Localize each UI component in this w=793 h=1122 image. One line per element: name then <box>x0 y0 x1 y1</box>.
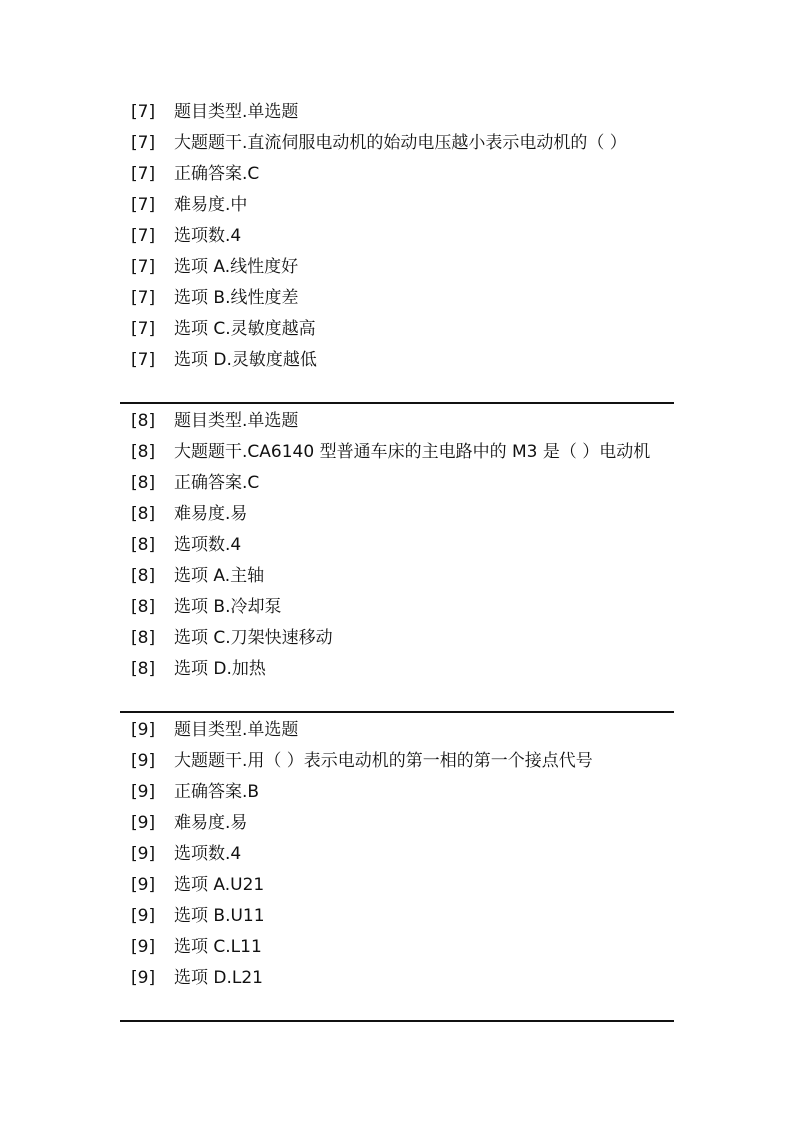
option-count: 选项数.4 <box>174 226 242 246</box>
option-b: 选项 B.线性度差 <box>174 288 299 308</box>
option-b-line <box>120 592 674 623</box>
question-stem-line <box>120 437 674 468</box>
option-d: 选项 D.L21 <box>174 968 264 988</box>
question-number: [8] <box>131 535 156 555</box>
question-stem-line <box>120 746 674 777</box>
question-number: [7] <box>131 350 156 370</box>
option-a: 选项 A.U21 <box>174 875 265 895</box>
option-c-line <box>120 314 674 345</box>
question-stem: 大题题干.用（ ）表示电动机的第一相的第一个接点代号 <box>174 751 593 771</box>
question-number: [9] <box>131 968 156 988</box>
question-type-line <box>120 715 674 746</box>
question-number: [7] <box>131 226 156 246</box>
option-d: 选项 D.加热 <box>174 659 266 679</box>
difficulty: 难易度.中 <box>174 195 248 215</box>
question-stem: 大题题干.CA6140 型普通车床的主电路中的 M3 是（ ）电动机 <box>174 442 651 462</box>
question-number: [8] <box>131 597 156 617</box>
option-count-line <box>120 839 674 870</box>
question-number: [8] <box>131 659 156 679</box>
question-number: [8] <box>131 504 156 524</box>
option-count-line <box>120 221 674 252</box>
question-type: 题目类型.单选题 <box>174 720 299 740</box>
question-number: [9] <box>131 782 156 802</box>
option-c: 选项 C.刀架快速移动 <box>174 628 333 648</box>
option-a: 选项 A.线性度好 <box>174 257 299 277</box>
question-block-7 <box>120 97 674 376</box>
question-number: [7] <box>131 133 156 153</box>
question-type-line <box>120 406 674 437</box>
section-divider <box>120 402 674 404</box>
option-b-line <box>120 283 674 314</box>
option-count: 选项数.4 <box>174 535 242 555</box>
question-number: [9] <box>131 875 156 895</box>
difficulty-line <box>120 808 674 839</box>
correct-answer: 正确答案.C <box>174 473 260 493</box>
option-b: 选项 B.冷却泵 <box>174 597 282 617</box>
question-number: [9] <box>131 937 156 957</box>
question-type-line <box>120 97 674 128</box>
correct-answer-line <box>120 468 674 499</box>
question-number: [7] <box>131 102 156 122</box>
question-type: 题目类型.单选题 <box>174 102 299 122</box>
difficulty: 难易度.易 <box>174 813 248 833</box>
option-c-line <box>120 623 674 654</box>
correct-answer: 正确答案.C <box>174 164 260 184</box>
option-c-line <box>120 932 674 963</box>
option-count: 选项数.4 <box>174 844 242 864</box>
question-number: [9] <box>131 813 156 833</box>
question-number: [9] <box>131 720 156 740</box>
difficulty-line <box>120 190 674 221</box>
question-number: [9] <box>131 906 156 926</box>
question-stem: 大题题干.直流伺服电动机的始动电压越小表示电动机的（ ） <box>174 133 627 153</box>
question-stem-line <box>120 128 674 159</box>
question-number: [7] <box>131 288 156 308</box>
question-number: [9] <box>131 844 156 864</box>
question-number: [7] <box>131 257 156 277</box>
question-number: [8] <box>131 628 156 648</box>
question-number: [8] <box>131 411 156 431</box>
question-number: [7] <box>131 164 156 184</box>
option-count-line <box>120 530 674 561</box>
section-divider <box>120 1020 674 1022</box>
option-a-line <box>120 252 674 283</box>
question-number: [7] <box>131 195 156 215</box>
question-number: [9] <box>131 751 156 771</box>
option-a: 选项 A.主轴 <box>174 566 265 586</box>
option-d-line <box>120 345 674 376</box>
option-a-line <box>120 561 674 592</box>
option-b: 选项 B.U11 <box>174 906 265 926</box>
option-c: 选项 C.L11 <box>174 937 262 957</box>
option-d-line <box>120 963 674 994</box>
correct-answer: 正确答案.B <box>174 782 260 802</box>
question-block-9 <box>120 715 674 994</box>
question-number: [8] <box>131 566 156 586</box>
question-number: [8] <box>131 442 156 462</box>
section-divider <box>120 711 674 713</box>
option-a-line <box>120 870 674 901</box>
question-block-8 <box>120 406 674 685</box>
option-d: 选项 D.灵敏度越低 <box>174 350 317 370</box>
correct-answer-line <box>120 159 674 190</box>
question-number: [7] <box>131 319 156 339</box>
option-b-line <box>120 901 674 932</box>
difficulty-line <box>120 499 674 530</box>
correct-answer-line <box>120 777 674 808</box>
question-number: [8] <box>131 473 156 493</box>
question-type: 题目类型.单选题 <box>174 411 299 431</box>
difficulty: 难易度.易 <box>174 504 248 524</box>
option-c: 选项 C.灵敏度越高 <box>174 319 316 339</box>
option-d-line <box>120 654 674 685</box>
